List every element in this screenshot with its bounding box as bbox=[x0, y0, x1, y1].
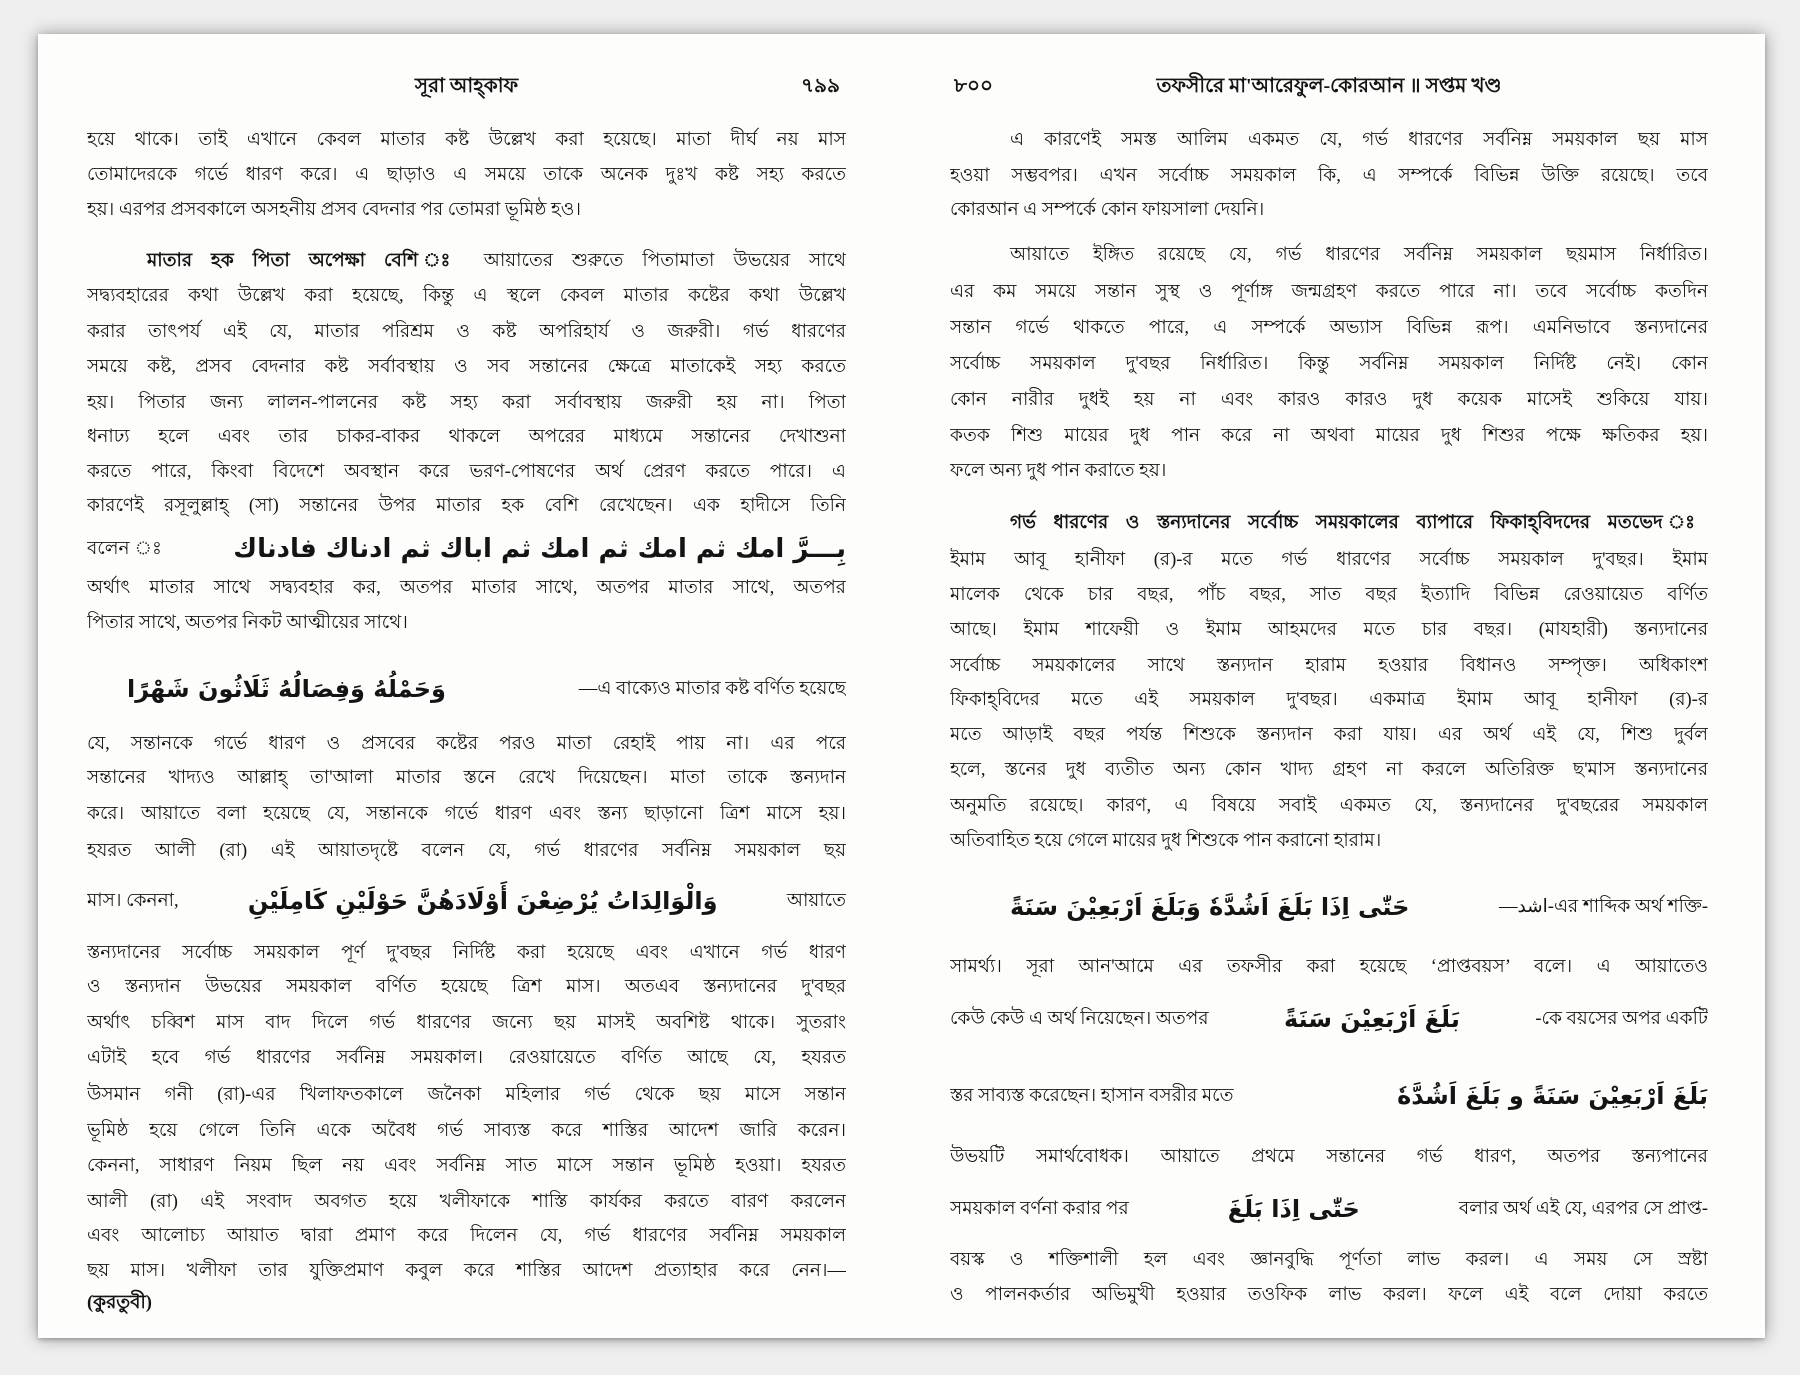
left-line-12-text: বলেন ঃ bbox=[87, 539, 162, 559]
right-line-2: হওয়া সম্ভবপর। এখন সর্বোচ্চ সময়কাল কি, এ সম্পর্কে বিভিন্ন উক্তি রয়েছে। তবে bbox=[950, 166, 1708, 186]
left-line-27: কেননা, সাধারণ নিয়ম ছিল নয় এবং সর্বনিম্ন সাত মাসে সন্তান ভূমিষ্ঠ হওয়া। হযরত bbox=[87, 1156, 846, 1176]
page-number: ৭৯৯ bbox=[801, 75, 840, 97]
left-line-12 bbox=[87, 523, 846, 575]
left-line-15-text: —এ বাক্যেও মাতার কষ্ট বর্ণিত হয়েছে bbox=[578, 679, 846, 699]
right-line-24-text: স্তর সাব্যস্ত করেছেন। হাসান বসরীর মতে bbox=[950, 1086, 1234, 1106]
arabic-verse: وَحَمْلُهُ وَفِصَالُهُ ثَلَاثُونَ شَهْرًا bbox=[127, 675, 446, 703]
right-line-22: সামর্থ্য। সূরা আন'আমে এর তফসীর করা হয়েছে ‘প্রাপ্তবয়স’ বলে। এ আয়াতেও bbox=[950, 957, 1708, 977]
left-line-15 bbox=[87, 663, 846, 715]
right-line-19: অনুমতি রয়েছে। কারণ, এ বিষয়ে সবাই একমত যে, স্তন্যদানের দু'বছরের সময়কাল bbox=[950, 796, 1708, 816]
arabic-phrase: حَتّٰى اِذَا بَلَغَ bbox=[1227, 1195, 1360, 1223]
left-line-17: সন্তানের খাদ্যও আল্লাহ্ তা'আলা মাতার স্তনে রেখে দিয়েছেন। মাতা তাকে স্তন্যদান bbox=[87, 768, 846, 788]
right-line-26-text-after: বলার অর্থ এই যে, এরপর সে প্রাপ্ত- bbox=[1458, 1199, 1708, 1219]
right-line-18: হলে, স্তনের দুধ ব্যতীত অন্য কোন খাদ্য গ্রহণ না করলে অতিরিক্ত ছ'মাস স্তন্যদানের bbox=[950, 760, 1708, 780]
left-line-22: ও স্তন্যদান উভয়ের সময়কাল বর্ণিত হয়েছে ত্রিশ মাস। অতএব স্তন্যদানের দু'বছর bbox=[87, 977, 846, 997]
left-line-2: তোমাদেরকে গর্ভে ধারণ করে। এ ছাড়াও এ সময়ে তাকে অনেক দুঃখ কষ্ট সহ্য করতে bbox=[87, 165, 846, 185]
arabic-phrase: بَلَغَ اَرْبَعِيْنَ سَنَةً و بَلَغَ اَشُدَّهٗ bbox=[1397, 1082, 1708, 1110]
right-line-13: মালেক থেকে চার বছর, পাঁচ বছর, সাত বছর ইত্যাদি বিভিন্ন রেওয়ায়েত বর্ণিত bbox=[950, 585, 1708, 605]
right-line-21 bbox=[950, 881, 1708, 933]
left-line-25: উসমান গনী (রা)-এর খিলাফতকালে জনৈকা মহিলার গর্ভ থেকে ছয় মাসে সন্তান bbox=[87, 1085, 846, 1105]
right-line-23-text-after: -কে বয়সের অপর একটি bbox=[1535, 1009, 1708, 1029]
right-line-6: সন্তান গর্ভে থাকতে পারে, এ সম্পর্কে অভ্যাস বিভিন্ন রূপ। এমনিভাবে স্তন্যদানের bbox=[950, 318, 1708, 338]
left-line-8: হয়। পিতার জন্য লালন-পালনের কষ্ট সহ্য করা সর্বাবস্থায় জরুরী হয় না। পিতা bbox=[87, 393, 846, 413]
left-line-7: সময়ে কষ্ট, প্রসব বেদনার কষ্ট সর্বাবস্থায় ও সব সন্তানের ক্ষেত্রে মাতাকেই সহ্য করতে bbox=[87, 357, 846, 377]
right-line-17: মতে আড়াই বছর পর্যন্ত শিশুকে স্তন্যদান করা যায়। এর অর্থ এই যে, শিশু দুর্বল bbox=[950, 725, 1708, 745]
right-line-3: কোরআন এ সম্পর্কে কোন ফায়সালা দেয়নি। bbox=[950, 200, 1265, 220]
right-line-10: ফলে অন্য দুধ পান করাতে হয়। bbox=[950, 461, 1167, 481]
right-line-27: বয়স্ক ও শক্তিশালী হল এবং জ্ঞানবুদ্ধি পূর্ণতা লাভ করল। এ সময় সে স্রষ্টা bbox=[950, 1250, 1708, 1270]
left-line-24: এটাই হবে গর্ভ ধারণের সর্বনিম্ন সময়কাল। রেওয়ায়েতে বর্ণিত আছে যে, হযরত bbox=[87, 1048, 846, 1068]
left-line-19: হযরত আলী (রা) এই আয়াতদৃষ্টে বলেন যে, গর্ভ ধারণের সর্বনিম্ন সময়কাল ছয় bbox=[87, 841, 846, 861]
arabic-verse: حَتّٰى اِذَا بَلَغَ اَشُدَّهٗ وَبَلَغَ اَرْبَعِيْنَ سَنَةً bbox=[1010, 893, 1410, 921]
left-line-26: ভূমিষ্ঠ হয়ে গেলে তিনি একে অবৈধ গর্ভ সাব্যস্ত করে শাস্তির আদেশ জারি করেন। bbox=[87, 1121, 846, 1141]
arabic-verse: وَالْوَالِدَاتُ يُرْضِعْنَ أَوْلَادَهُنَّ حَوْلَيْنِ كَامِلَيْنِ bbox=[247, 887, 718, 915]
right-line-7: সর্বোচ্চ সময়কাল দু'বছর নির্ধারিত। কিন্তু সর্বনিম্ন সময়কাল নির্দিষ্ট নেই। কোন bbox=[950, 354, 1708, 374]
right-line-24 bbox=[950, 1070, 1708, 1122]
right-line-9: কতক শিশু মায়ের দুধ পান করে না অথবা মায়ের দুধ শিশুর পক্ষে ক্ষতিকর হয়। bbox=[950, 426, 1708, 446]
section-heading: গর্ভ ধারণের ও স্তন্যদানের সর্বোচ্চ সময়কালের ব্যাপারে ফিকাহ্‌বিদদের মতভেদ ঃ bbox=[1010, 513, 1708, 533]
left-line-10: করতে পারে, কিংবা বিদেশে অবস্থান করে ভরণ-পোষণের অর্থ প্রেরণ করতে পারে। এ bbox=[87, 462, 846, 482]
left-line-18: করে। আয়াতে বলা হয়েছে যে, সন্তানকে গর্ভে ধারণ এবং স্তন্য ছাড়ানো ত্রিশ মাসে হয়। bbox=[87, 804, 846, 824]
right-line-20: অতিবাহিত হয়ে গেলে মায়ের দুধ শিশুকে পান করানো হারাম। bbox=[950, 831, 1382, 851]
left-page-header bbox=[87, 69, 846, 103]
left-line-23: অর্থাৎ চব্বিশ মাস বাদ দিলে গর্ভ ধারণের জন্যে ছয় মাসই অবশিষ্ট থাকে। সুতরাং bbox=[87, 1013, 846, 1033]
left-line-5: সদ্ব্যবহারের কথা উল্লেখ করা হয়েছে, কিন্তু এ স্থলে কেবল মাতার কষ্টের কথা উল্লেখ bbox=[87, 286, 846, 306]
right-line-12: ইমাম আবূ হানীফা (র)-র মতে গর্ভ ধারণের সর্বোচ্চ সময়কাল দু'বছর। ইমাম bbox=[950, 550, 1708, 570]
left-page bbox=[87, 0, 846, 1375]
left-line-4 bbox=[87, 244, 846, 278]
left-line-13: অর্থাৎ মাতার সাথে সদ্ব্যবহার কর, অতপর মাতার সাথে, অতপর মাতার সাথে, অতপর bbox=[87, 578, 846, 598]
left-line-6: করার তাৎপর্য এই যে, মাতার পরিশ্রম ও কষ্ট অপরিহার্য ও জরুরী। গর্ভ ধারণের bbox=[87, 322, 846, 342]
right-line-26-text: সময়কাল বর্ণনা করার পর bbox=[950, 1199, 1129, 1219]
left-line-21: স্তন্যদানের সর্বোচ্চ সময়কাল পূর্ণ দু'বছর নির্দিষ্ট করা হয়েছে এবং এখানে গর্ভ ধারণ bbox=[87, 943, 846, 963]
right-line-5: এর কম সময়ে সন্তান সুস্থ ও পূর্ণাঙ্গ জন্মগ্রহণ করতে পারে না। তবে সর্বোচ্চ কতদিন bbox=[950, 282, 1708, 302]
left-line-16: যে, সন্তানকে গর্ভে ধারণ ও প্রসবের কষ্টের পরও মাতা রেহাই পায় না। এর পরে bbox=[87, 734, 846, 754]
right-line-28: ও পালনকর্তার অভিমুখী হওয়ার তওফিক লাভ করল। ফলে এই বলে দোয়া করতে bbox=[950, 1285, 1708, 1305]
running-head: সূরা আহ্‌কাফ bbox=[414, 75, 519, 97]
right-line-23-text: কেউ কেউ এ অর্থ নিয়েছেন। অতপর bbox=[950, 1009, 1209, 1029]
left-line-1: হয়ে থাকে। তাই এখানে কেবল মাতার কষ্ট উল্লেখ করা হয়েছে। মাতা দীর্ঘ নয় মাস bbox=[87, 130, 846, 150]
right-line-21-text: —اشد-এর শাব্দিক অর্থ শক্তি- bbox=[1498, 897, 1708, 917]
page-number: ৮০০ bbox=[954, 75, 993, 97]
right-page bbox=[950, 0, 1708, 1375]
left-line-20-text: মাস। কেননা, bbox=[87, 891, 179, 911]
right-line-1: এ কারণেই সমস্ত আলিম একমত যে, গর্ভ ধারণের সর্বনিম্ন সময়কাল ছয় মাস bbox=[1010, 130, 1708, 150]
left-line-20 bbox=[87, 875, 846, 927]
right-line-8: কোন নারীর দুধই হয় না এবং কারও কারও দুধ কয়েক মাসেই শুকিয়ে যায়। bbox=[950, 390, 1708, 410]
running-head: তফসীরে মা'আরেফুল-কোরআন ॥ সপ্তম খণ্ড bbox=[1156, 75, 1502, 97]
left-line-20-text-after: আয়াতে bbox=[786, 891, 846, 911]
left-line-28: আলী (রা) এই সংবাদ অবগত হয়ে খলীফাকে শাস্তি কার্যকর করতে বারণ করলেন bbox=[87, 1192, 846, 1212]
right-line-16: ফিকাহ্‌বিদের মতে এই সময়কাল দু'বছর। একমাত্র ইমাম আবূ হানীফা (র)-র bbox=[950, 690, 1708, 710]
arabic-hadith: بِـــرَّ امك ثم امك ثم امك ثم اباك ثم ادناك فادناك bbox=[233, 534, 846, 564]
citation: (কুরতুবী) bbox=[87, 1293, 152, 1313]
left-line-9: ধনাঢ্য হলে এবং তার চাকর-বাকর থাকলে অপরের মাধ্যমে সন্তানের দেখাশুনা bbox=[87, 427, 846, 447]
left-line-11: কারণেই রসূলুল্লাহ্ (সা) সন্তানের উপর মাতার হক বেশি রেখেছেন। এক হাদীসে তিনি bbox=[87, 496, 846, 516]
left-line-29: এবং আলোচ্য আয়াত দ্বারা প্রমাণ করে দিলেন যে, গর্ভ ধারণের সর্বনিম্ন সময়কাল bbox=[87, 1226, 846, 1246]
left-line-30: ছয় মাস। খলীফা তার যুক্তিপ্রমাণ কবুল করে শাস্তির আদেশ প্রত্যাহার করে নেন।— bbox=[87, 1261, 846, 1281]
left-line-14: পিতার সাথে, অতপর নিকট আত্মীয়ের সাথে। bbox=[87, 613, 408, 633]
left-line-3: হয়। এরপর প্রসবকালে অসহনীয় প্রসব বেদনার পর তোমরা ভূমিষ্ঠ হও। bbox=[87, 200, 581, 220]
right-line-26 bbox=[950, 1183, 1708, 1235]
right-page-header bbox=[950, 69, 1708, 103]
section-heading: মাতার হক পিতা অপেক্ষা বেশি ঃ bbox=[147, 251, 465, 271]
left-line-4-text: আয়াতের শুরুতে পিতামাতা উভয়ের সাথে bbox=[483, 251, 846, 271]
right-line-4: আয়াতে ইঙ্গিত রয়েছে যে, গর্ভ ধারণের সর্বনিম্ন সময়কাল ছয়মাস নির্ধারিত। bbox=[1010, 245, 1708, 265]
arabic-phrase: بَلَغَ اَرْبَعِيْنَ سَنَةً bbox=[1284, 1005, 1460, 1033]
right-line-14: আছে। ইমাম শাফেয়ী ও ইমাম আহমদের মতে চার বছর। (মাযহারী) স্তন্যদানের bbox=[950, 620, 1708, 640]
right-line-25: উভয়টি সমার্থবোধক। আয়াতে প্রথমে সন্তানের গর্ভ ধারণ, অতপর স্তন্যপানের bbox=[950, 1147, 1708, 1167]
right-line-11 bbox=[950, 506, 1708, 540]
right-line-23 bbox=[950, 993, 1708, 1045]
right-line-15: সর্বোচ্চ সময়কালের সাথে স্তন্যদান হারাম হওয়ার বিধানও সম্পৃক্ত। অধিকাংশ bbox=[950, 656, 1708, 676]
